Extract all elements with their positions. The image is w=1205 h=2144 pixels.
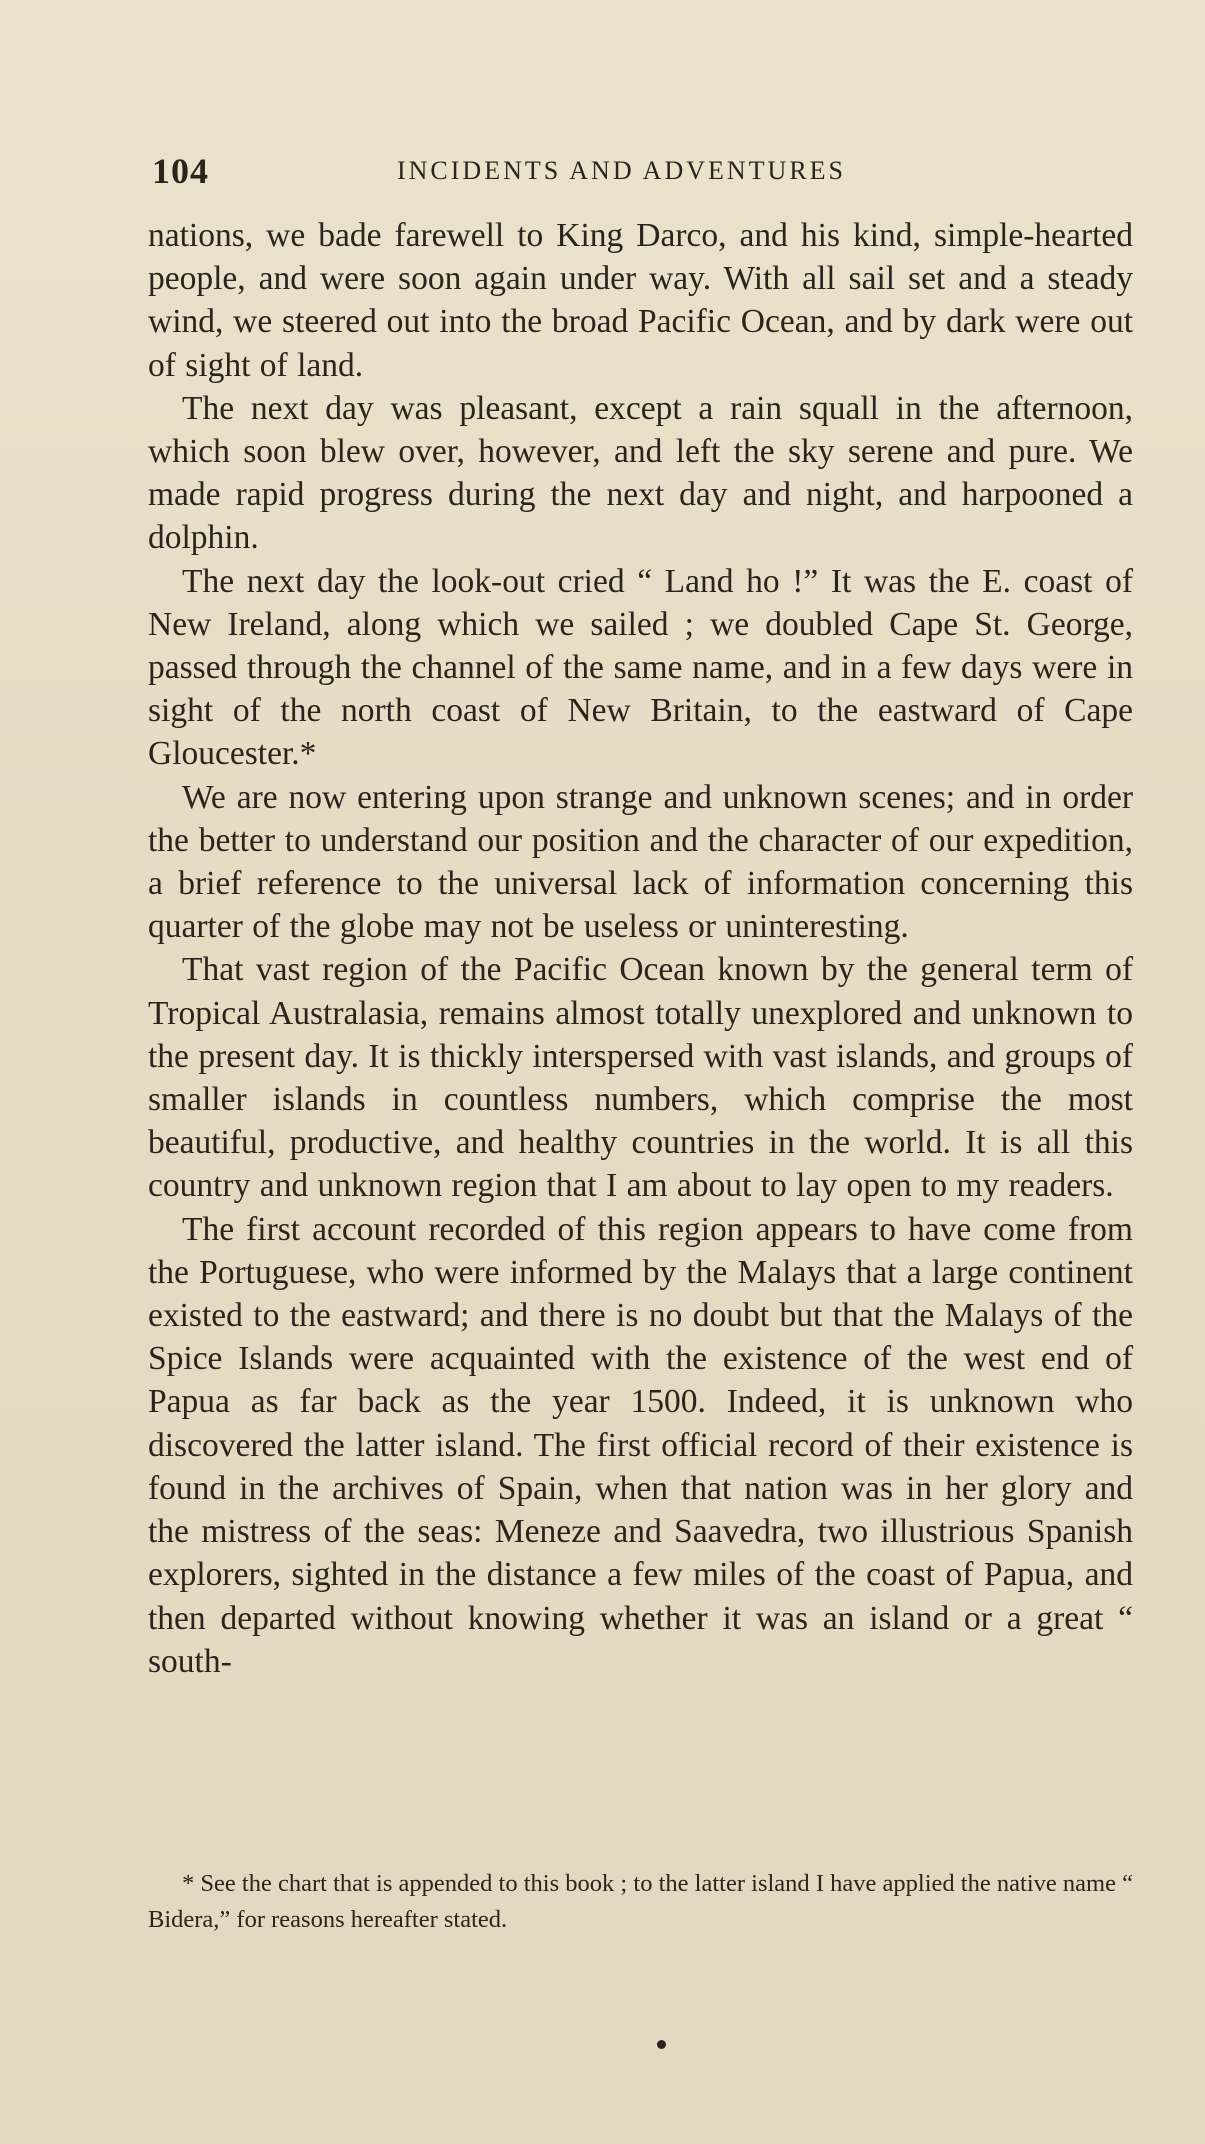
running-header [150,150,1070,190]
paragraph: nations, we bade farewell to King Darco, and his kind, simple-hearted people, and were soon again under way. With all sail set and a steady wind, we steered out into the broad Pacific Ocean, and by dark were out of sight of land. [148,217,1133,384]
paragraph: The next day the look-out cried “ Land ho !” It was the E. coast of New Ireland, along which we sailed ; we doubled Cape St. George, passed through the channel of the same name, and in a few days were in sight of the north coast of New Britain, to the eastward of Cape Gloucester.* [148,562,1133,773]
page-number: 104 [152,151,209,191]
footnote: * See the chart that is appended to this book ; to the latter island I have applied the native name “ Bidera,” for reasons hereafter stated. [148,1870,1133,1933]
paragraph: The first account recorded of this region appears to have come from the Portuguese, who were informed by the Malays that a large continent existed to the eastward; and there is no doubt but that the Malays of the Spice Islands were acquainted with the existence of the west end of Papua as far back as the year 1500. Indeed, it is unknown who discovered the latter island. The first official record of their existence is found in the archives of Spain, when that nation was in her glory and the mistress of the seas: Meneze and Saavedra, two illustrious Spanish explorers, sighted in the distance a few miles of the coast of Papua, and then departed without knowing whether it was an island or a great “ south- [148,1210,1133,1680]
paragraph: We are now entering upon strange and unknown scenes; and in order the better to understand our position and the character of our expedition, a brief reference to the universal lack of information concerning this quarter of the globe may not be useless or uninteresting. [148,778,1133,946]
paragraph: The next day was pleasant, except a rain squall in the afternoon, which soon blew over, however, and left the sky serene and pure. We made rapid progress during the next day and night, and harpooned a dolphin. [148,389,1133,557]
body-text [148,214,1133,1683]
ink-dot [657,2040,666,2049]
running-title: INCIDENTS AND ADVENTURES [397,156,846,185]
paragraph: That vast region of the Pacific Ocean known by the general term of Tropical Australasia, remains almost totally unexplored and unknown to the present day. It is thickly interspersed with vast islands, and groups of smaller islands in countless numbers, which comprise the most beautiful, productive, and healthy countries in the world. It is all this country and unknown region that I am about to lay open to my readers. [148,951,1133,1205]
